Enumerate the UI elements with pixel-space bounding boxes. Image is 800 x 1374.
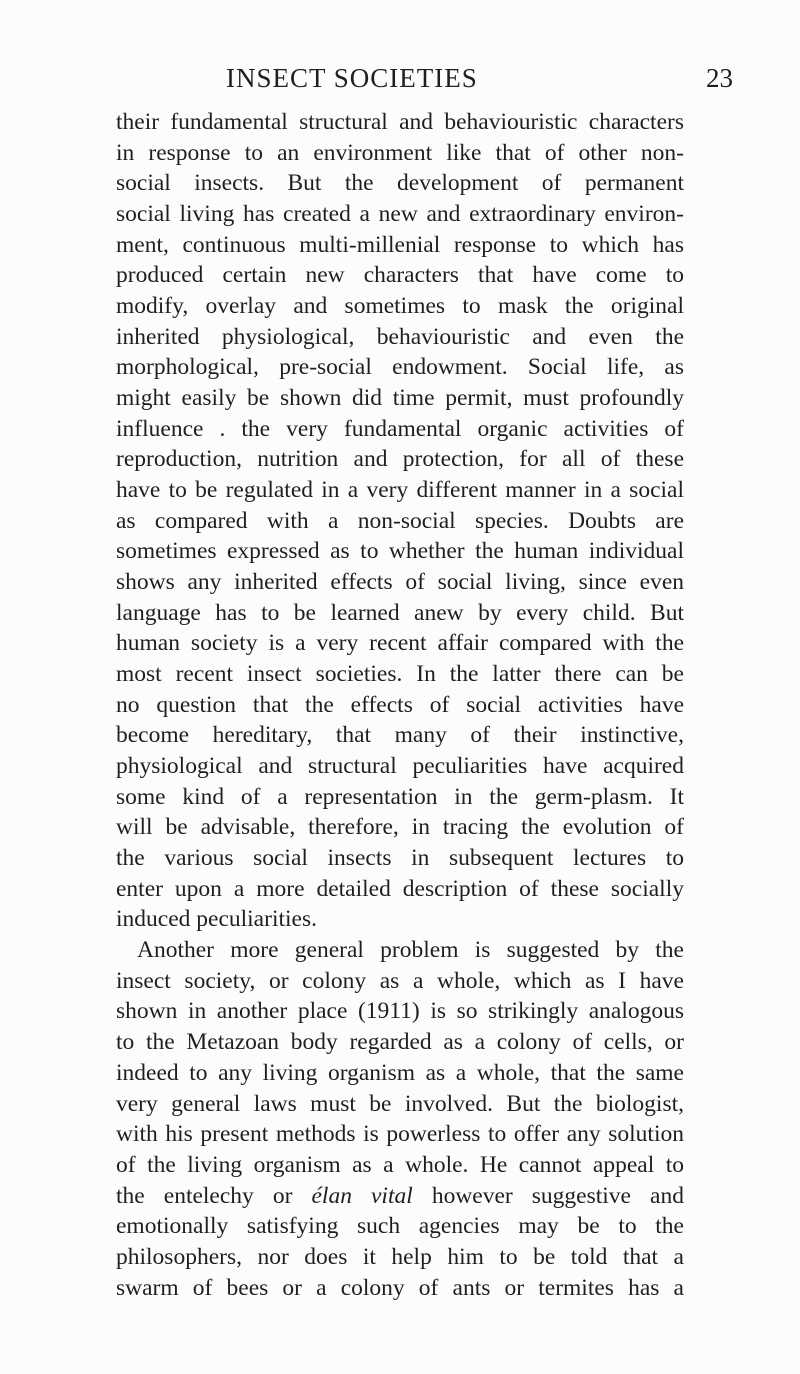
text-line: human society is a very recent affair compared with the (116, 630, 684, 657)
text-line: might easily be shown did time permit, must profoundly (116, 385, 684, 412)
text-line: of the living organism as a whole. He cannot appeal to (116, 1151, 684, 1178)
text-line: reproduction, nutrition and protection, for all of these (116, 446, 684, 473)
text-line: modify, overlay and sometimes to mask the original (116, 293, 684, 320)
running-head (0, 62, 800, 94)
text-line: will be advisable, therefore, in tracing the evolution of (116, 814, 684, 841)
text-line: swarm of bees or a colony of ants or termites has a (116, 1274, 684, 1301)
running-title: INSECT SOCIETIES (226, 63, 478, 93)
text-line: physiological and structural peculiarities have acquired (116, 753, 684, 780)
text-line: indeed to any living organism as a whole, that the same (116, 1059, 684, 1086)
text-line: insect society, or colony as a whole, which as I have (116, 967, 684, 994)
text-line: shows any inherited effects of social living, since even (116, 569, 684, 596)
text-line: the various social insects in subsequent lectures to (116, 845, 684, 872)
text-line: social living has created a new and extraordinary environ- (116, 201, 684, 228)
text-line: philosophers, nor does it help him to be told that a (116, 1243, 684, 1270)
text-line: social insects. But the development of permanent (116, 170, 684, 197)
paragraph-start-line: Another more general problem is suggested by the (137, 937, 684, 964)
text-line: most recent insect societies. In the latter there can be (116, 661, 684, 688)
text-line: enter upon a more detailed description of these socially (116, 875, 684, 902)
paragraph-end-line: induced peculiarities. (116, 906, 317, 933)
text-line: influence . the very fundamental organic activities of (116, 415, 684, 442)
text-line: become hereditary, that many of their instinctive, (116, 722, 684, 749)
text-line: with his present methods is powerless to offer any solution (116, 1121, 684, 1148)
text-line: inherited physiological, behaviouristic and even the (116, 323, 684, 350)
text-run: however suggestive and (412, 1182, 684, 1209)
text-line: morphological, pre-social endowment. Social life, as (116, 354, 684, 381)
page-number: 23 (706, 63, 733, 93)
text-line: shown in another place (1911) is so strikingly analogous (116, 998, 684, 1025)
text-line: language has to be learned anew by every child. But (116, 599, 684, 626)
text-line: some kind of a representation in the germ-plasm. It (116, 783, 684, 810)
text-line-with-italic (116, 1181, 684, 1212)
text-line: emotionally satisfying such agencies may be to the (116, 1213, 684, 1240)
text-line: sometimes expressed as to whether the human individual (116, 538, 684, 565)
text-line: have to be regulated in a very different manner in a social (116, 477, 684, 504)
text-line: no question that the effects of social activities have (116, 691, 684, 718)
text-run: the entelechy or (116, 1182, 312, 1209)
body-text (116, 107, 684, 1303)
text-line: in response to an environment like that of other non- (116, 139, 684, 166)
text-line: their fundamental structural and behaviouristic characters (116, 109, 684, 135)
text-line: produced certain new characters that have come to (116, 262, 684, 289)
text-line: to the Metazoan body regarded as a colony of cells, or (116, 1029, 684, 1056)
italic-term: élan vital (311, 1182, 413, 1209)
text-line: very general laws must be involved. But the biologist, (116, 1090, 684, 1117)
text-line: as compared with a non-social species. Doubts are (116, 507, 684, 534)
text-line: ment, continuous multi-millenial response to which has (116, 231, 684, 258)
